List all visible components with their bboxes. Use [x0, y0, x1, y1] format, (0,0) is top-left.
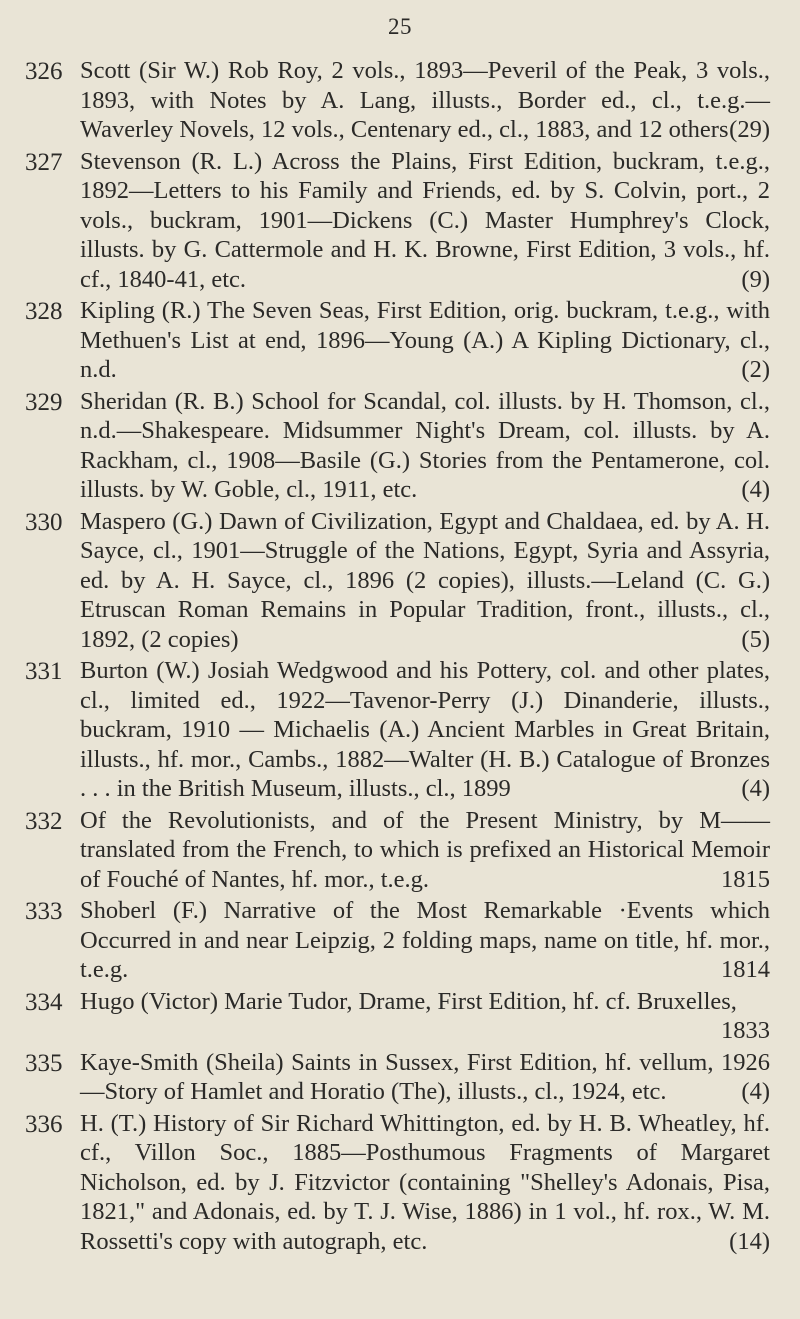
lot-description — [80, 806, 770, 895]
lot-price: (4) — [741, 476, 770, 503]
lot-text: Stevenson (R. L.) Across the Plains, First Edition, buckram, t.e.g., 1892—Letters to his Family and Friends, ed. by S. Colvin, port., 2 vols., buckram, 1901—Dickens (C.) Master Humphrey's Clock, illusts. by G. Cattermole and H. K. Browne, First Edition, 3 vols., hf. cf., 1840-41, etc. — [80, 147, 770, 293]
page-number: 25 — [388, 14, 412, 39]
lot-price: (9) — [741, 265, 770, 293]
lot-number: 328 — [25, 298, 63, 325]
lot-description — [80, 296, 770, 385]
lot-price: (14) — [729, 1227, 770, 1255]
lot-description — [80, 656, 770, 804]
lot-number: 336 — [25, 1110, 63, 1138]
lot-description — [80, 1109, 770, 1257]
lot-price: (2) — [741, 356, 770, 383]
lot-text: Kipling (R.) The Seven Seas, First Edition, orig. buckram, t.e.g., with Methuen's List at end, 1896—Young (A.) A Kipling Dictionary, cl., n.d. — [80, 297, 770, 383]
list-item — [0, 147, 800, 295]
lot-price: (5) — [741, 625, 770, 653]
lot-description — [80, 56, 770, 145]
lot-description — [80, 147, 770, 295]
lot-text: Burton (W.) Josiah Wedgwood and his Pottery, col. and other plates, cl., limited ed., 1922—Tavenor-Perry (J.) Dinanderie, illusts., buckram, 1910 — Michaelis (A.) Ancient Marbles in Great Britain, illusts., hf. mor., Cambs., 1882—Walter (H. B.) Catalogue of Bronzes . . . in the British Museum, illusts., cl., 1899 — [80, 657, 770, 802]
lot-number: 335 — [25, 1049, 63, 1077]
lot-number: 331 — [25, 658, 63, 685]
list-item — [0, 387, 800, 505]
lot-text: Maspero (G.) Dawn of Civilization, Egypt and Chaldaea, ed. by A. H. Sayce, cl., 1901—Struggle of the Nations, Egypt, Syria and Assyria, ed. by A. H. Sayce, cl., 1896 (2 copies), illusts.—Leland (C. G.) Etruscan Roman Remains in Popular Tradition, front., illusts., cl., 1892, (2 copies) — [80, 507, 770, 653]
lot-text: Scott (Sir W.) Rob Roy, 2 vols., 1893—Peveril of the Peak, 3 vols., 1893, with Notes by A. Lang, illusts., Border ed., cl., t.e.g.—Waverley Novels, 12 vols., Centenary ed., cl., 1883, and 12 others — [80, 57, 770, 143]
list-item — [0, 806, 800, 895]
lot-text: Of the Revolutionists, and of the Present Ministry, by M—— translated from the French, to which is prefixed an Historical Memoir of Fouché of Nantes, hf. mor., t.e.g. — [80, 806, 770, 893]
lot-text: Sheridan (R. B.) School for Scandal, col. illusts. by H. Thomson, cl., n.d.—Shakespeare. Midsummer Night's Dream, col. illusts. by A. Rackham, cl., 1908—Basile (G.) Stories from the Pentamerone, col. illusts. by W. Goble, cl., 1911, etc. — [80, 387, 770, 503]
lot-number: 332 — [25, 807, 63, 835]
lot-description — [80, 1048, 770, 1107]
lot-text: Kaye-Smith (Sheila) Saints in Sussex, First Edition, hf. vellum, 1926—Story of Hamlet and Horatio (The), illusts., cl., 1924, etc. — [80, 1048, 770, 1105]
lot-price: (4) — [741, 775, 770, 802]
lot-description — [80, 387, 770, 505]
lot-text: Hugo (Victor) Marie Tudor, Drame, First Edition, hf. cf. Bruxelles, — [80, 987, 737, 1015]
lot-text: Shoberl (F.) Narrative of the Most Remarkable ·Events which Occurred in and near Leipzig, 2 folding maps, name on title, hf. mor., t.e.g. — [80, 897, 770, 983]
list-item — [0, 1048, 800, 1107]
lot-description — [80, 987, 770, 1044]
lot-price: (29) — [729, 116, 770, 143]
lot-number: 329 — [25, 388, 63, 416]
list-item — [0, 56, 800, 145]
lot-description — [80, 896, 770, 985]
list-item — [0, 507, 800, 655]
lot-price: 1815 — [721, 865, 770, 893]
lot-price: 1833 — [721, 1017, 770, 1044]
lot-number: 327 — [25, 148, 63, 176]
list-item — [0, 296, 800, 385]
lot-text: H. (T.) History of Sir Richard Whittington, ed. by H. B. Wheatley, hf. cf., Villon Soc., 1885—Posthumous Fragments of Margaret Nicholson, ed. by J. Fitzvictor (containing "Shelley's Adonais, Pisa, 1821," and Adonais, ed. by T. J. Wise, 1886) in 1 vol., hf. rox., W. M. Rossetti's copy with autograph, etc. — [80, 1109, 770, 1255]
lot-number: 333 — [25, 898, 63, 925]
lot-price: 1814 — [721, 956, 770, 983]
lot-price: (4) — [741, 1078, 770, 1105]
list-item — [0, 656, 800, 804]
list-item — [0, 896, 800, 985]
lot-number: 330 — [25, 508, 63, 536]
list-item — [0, 1109, 800, 1257]
list-item — [0, 987, 800, 1046]
entries-list — [0, 56, 800, 1258]
lot-number: 334 — [25, 988, 63, 1016]
lot-number: 326 — [25, 58, 63, 85]
lot-description — [80, 507, 770, 655]
